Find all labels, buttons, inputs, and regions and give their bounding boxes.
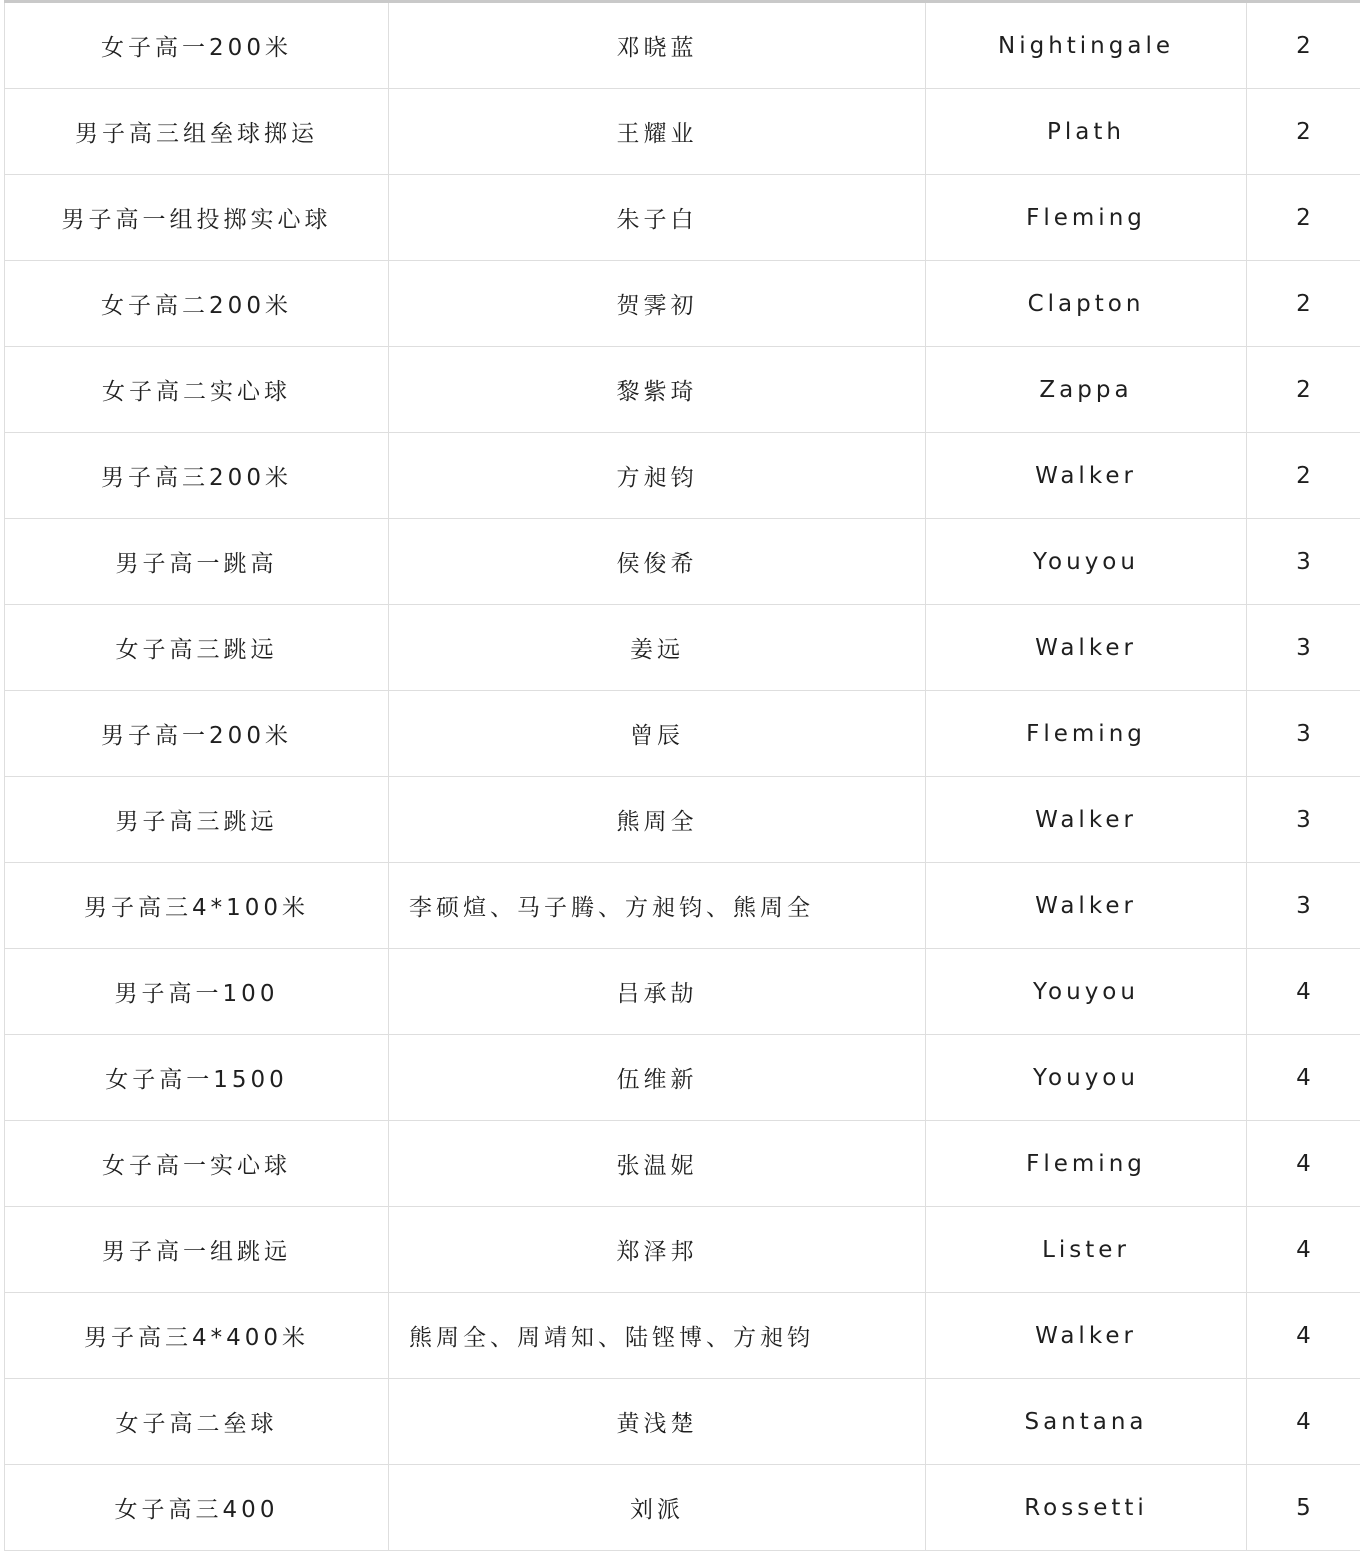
table-row <box>5 1035 1360 1121</box>
rank-cell: 2 <box>1247 175 1360 261</box>
team-cell: Youyou <box>926 949 1247 1035</box>
table-row <box>5 347 1360 433</box>
athletes-cell: 郑泽邦 <box>389 1207 926 1293</box>
rank-cell: 5 <box>1247 1465 1360 1551</box>
athletes-cell: 曾辰 <box>389 691 926 777</box>
event-cell: 女子高一实心球 <box>5 1121 389 1207</box>
team-cell: Nightingale <box>926 3 1247 89</box>
team-cell: Walker <box>926 605 1247 691</box>
event-cell: 女子高三400 <box>5 1465 389 1551</box>
team-cell: Clapton <box>926 261 1247 347</box>
athletes-cell: 伍维新 <box>389 1035 926 1121</box>
team-cell: Santana <box>926 1379 1247 1465</box>
event-cell: 女子高一200米 <box>5 3 389 89</box>
table-row <box>5 1207 1360 1293</box>
event-cell: 男子高三跳远 <box>5 777 389 863</box>
athletes-cell: 李硕煊、马子腾、方昶钧、熊周全 <box>389 863 926 949</box>
table-row <box>5 1121 1360 1207</box>
event-cell: 男子高三组垒球掷运 <box>5 89 389 175</box>
athletes-cell: 黄浅楚 <box>389 1379 926 1465</box>
athletes-cell: 张温妮 <box>389 1121 926 1207</box>
athletes-cell: 姜远 <box>389 605 926 691</box>
event-cell: 男子高一200米 <box>5 691 389 777</box>
table-row <box>5 433 1360 519</box>
athletes-cell: 邓晓蓝 <box>389 3 926 89</box>
event-cell: 男子高三4*100米 <box>5 863 389 949</box>
team-cell: Fleming <box>926 1121 1247 1207</box>
athletes-cell: 侯俊希 <box>389 519 926 605</box>
table-row <box>5 519 1360 605</box>
athletes-cell: 刘派 <box>389 1465 926 1551</box>
team-cell: Fleming <box>926 691 1247 777</box>
results-table <box>4 3 1360 1551</box>
event-cell: 男子高一跳高 <box>5 519 389 605</box>
athletes-cell: 朱子白 <box>389 175 926 261</box>
rank-cell: 4 <box>1247 949 1360 1035</box>
table-row <box>5 261 1360 347</box>
event-cell: 女子高三跳远 <box>5 605 389 691</box>
event-cell: 女子高一1500 <box>5 1035 389 1121</box>
event-cell: 女子高二实心球 <box>5 347 389 433</box>
table-row <box>5 3 1360 89</box>
table-row <box>5 605 1360 691</box>
team-cell: Walker <box>926 1293 1247 1379</box>
team-cell: Walker <box>926 777 1247 863</box>
team-cell: Zappa <box>926 347 1247 433</box>
athletes-cell: 吕承劼 <box>389 949 926 1035</box>
team-cell: Youyou <box>926 1035 1247 1121</box>
athletes-cell: 贺霁初 <box>389 261 926 347</box>
results-table-container <box>4 0 1360 1551</box>
team-cell: Fleming <box>926 175 1247 261</box>
team-cell: Lister <box>926 1207 1247 1293</box>
athletes-cell: 熊周全 <box>389 777 926 863</box>
table-row <box>5 777 1360 863</box>
rank-cell: 3 <box>1247 691 1360 777</box>
rank-cell: 4 <box>1247 1293 1360 1379</box>
table-row <box>5 1465 1360 1551</box>
rank-cell: 4 <box>1247 1379 1360 1465</box>
rank-cell: 3 <box>1247 519 1360 605</box>
table-row <box>5 691 1360 777</box>
event-cell: 女子高二垒球 <box>5 1379 389 1465</box>
rank-cell: 4 <box>1247 1035 1360 1121</box>
team-cell: Walker <box>926 433 1247 519</box>
event-cell: 男子高三4*400米 <box>5 1293 389 1379</box>
event-cell: 男子高一组跳远 <box>5 1207 389 1293</box>
table-row <box>5 1293 1360 1379</box>
table-row <box>5 175 1360 261</box>
rank-cell: 4 <box>1247 1121 1360 1207</box>
athletes-cell: 方昶钧 <box>389 433 926 519</box>
team-cell: Plath <box>926 89 1247 175</box>
event-cell: 男子高一100 <box>5 949 389 1035</box>
table-row <box>5 1379 1360 1465</box>
rank-cell: 3 <box>1247 863 1360 949</box>
rank-cell: 2 <box>1247 3 1360 89</box>
rank-cell: 2 <box>1247 347 1360 433</box>
rank-cell: 2 <box>1247 261 1360 347</box>
event-cell: 男子高三200米 <box>5 433 389 519</box>
table-row <box>5 89 1360 175</box>
rank-cell: 2 <box>1247 89 1360 175</box>
athletes-cell: 王耀业 <box>389 89 926 175</box>
team-cell: Youyou <box>926 519 1247 605</box>
rank-cell: 4 <box>1247 1207 1360 1293</box>
team-cell: Walker <box>926 863 1247 949</box>
event-cell: 女子高二200米 <box>5 261 389 347</box>
rank-cell: 2 <box>1247 433 1360 519</box>
rank-cell: 3 <box>1247 605 1360 691</box>
team-cell: Rossetti <box>926 1465 1247 1551</box>
athletes-cell: 熊周全、周靖知、陆铿博、方昶钧 <box>389 1293 926 1379</box>
event-cell: 男子高一组投掷实心球 <box>5 175 389 261</box>
table-row <box>5 949 1360 1035</box>
rank-cell: 3 <box>1247 777 1360 863</box>
athletes-cell: 黎紫琦 <box>389 347 926 433</box>
table-row <box>5 863 1360 949</box>
